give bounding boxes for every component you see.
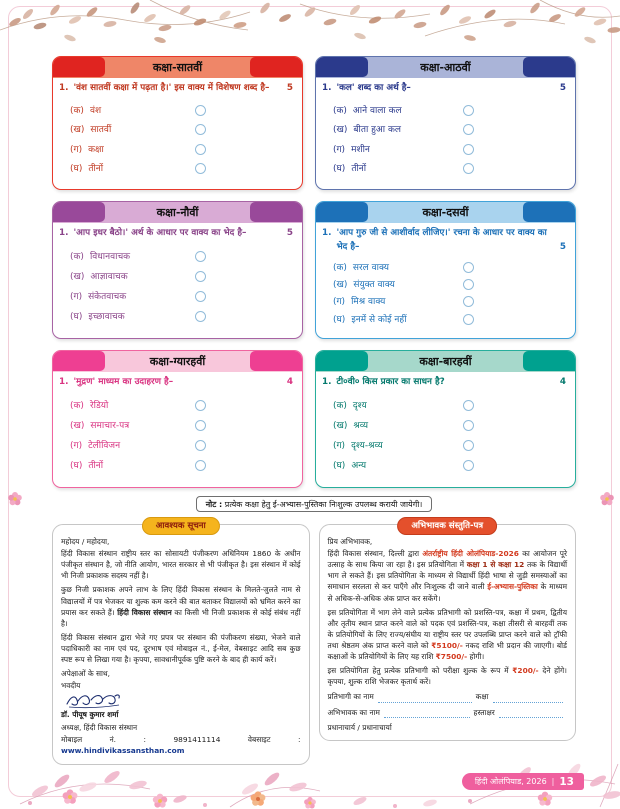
- option-row: [333, 401, 566, 412]
- signature-label: हस्ताक्षर: [473, 707, 495, 717]
- option-row: [70, 292, 293, 303]
- option-text: रेडियो: [89, 400, 109, 411]
- question-text: 'आप गुरु जी से आशीर्वाद लीजिए।' रचना के आधार पर वाक्य का भेद है–: [336, 228, 547, 252]
- question-number: 1.: [59, 377, 69, 387]
- question-text: 'कल' शब्द का अर्थ है–: [336, 83, 411, 93]
- option-text: दृश्य-श्रव्य: [351, 440, 383, 451]
- option-label: (घ): [332, 460, 346, 471]
- option-row: [333, 145, 566, 156]
- option-radio[interactable]: [195, 460, 206, 471]
- option-text: तीनों: [351, 163, 367, 174]
- note-label: नोट :: [205, 499, 223, 509]
- option-text: समाचार-पत्र: [90, 420, 130, 431]
- participant-name-label: प्रतिभागी का नाम: [327, 692, 374, 702]
- guardian-name-field[interactable]: [384, 711, 470, 718]
- prize-amount: ₹7500/-: [435, 652, 468, 662]
- notice-box: [52, 520, 310, 765]
- flowers: [28, 789, 552, 808]
- option-radio[interactable]: [195, 420, 206, 431]
- option-label: (ख): [332, 420, 348, 431]
- option-radio[interactable]: [463, 163, 474, 174]
- option-text: विधानवाचक: [89, 251, 131, 262]
- option-row: [333, 441, 566, 452]
- option-label: (घ): [70, 163, 83, 174]
- option-radio[interactable]: [195, 271, 206, 282]
- option-label: (घ): [332, 314, 346, 325]
- participant-name-field[interactable]: [378, 696, 472, 703]
- option-radio[interactable]: [463, 124, 474, 135]
- option-row: [70, 164, 293, 175]
- option-row: [333, 297, 566, 308]
- option-label: (ख): [70, 271, 85, 282]
- olympiad-name: अंतर्राष्ट्रीय हिंदी ओलंपियाड-2026: [422, 549, 519, 559]
- signature-field[interactable]: [499, 711, 563, 718]
- note-text: प्रत्येक कक्षा हेतु ई-अभ्यास-पुस्तिका निःशुल्क उपलब्ध करायी जायेगी।: [224, 499, 423, 509]
- question-number: 1.: [59, 228, 69, 238]
- question-card-class-12: [315, 350, 576, 488]
- option-text: बीता हुआ कल: [353, 125, 402, 136]
- workbook-name: ई-अभ्यास-पुस्तिका: [487, 582, 538, 592]
- option-radio[interactable]: [463, 296, 474, 307]
- option-text: मशीन: [351, 144, 370, 155]
- option-row: [333, 461, 566, 472]
- guardian-name-label: अभिभावक का नाम: [327, 707, 380, 717]
- org-name-bold: हिंदी विकास संस्थान: [117, 607, 172, 617]
- question-number: 1.: [59, 83, 69, 93]
- option-row: [70, 461, 293, 472]
- question-marks: 5: [559, 83, 566, 93]
- option-text: दृश्य: [352, 400, 367, 411]
- option-label: (घ): [70, 460, 83, 471]
- option-label: (घ): [70, 311, 83, 322]
- notice-regards: भवदीय: [61, 681, 81, 691]
- option-text: आने वाला कल: [352, 106, 402, 117]
- option-row: [70, 145, 293, 156]
- option-label: (क): [332, 400, 347, 411]
- note-bar: [196, 496, 433, 512]
- option-label: (क): [332, 106, 347, 117]
- question-card-class-8: [315, 56, 576, 190]
- option-row: [70, 125, 293, 136]
- option-label: (ग): [70, 144, 83, 155]
- footer-separator: |: [551, 777, 555, 786]
- option-radio[interactable]: [463, 314, 474, 325]
- principal-label: प्रधानाचार्य / प्रधानाचार्या: [327, 722, 392, 732]
- option-label: (क): [70, 400, 84, 411]
- consent-salutation: प्रिय अभिभावक,: [327, 537, 373, 546]
- question-card-class-10: [315, 201, 576, 339]
- card-header: [53, 202, 302, 223]
- page-number: 13: [559, 775, 574, 788]
- option-text: इच्छावाचक: [88, 311, 125, 322]
- card-header: [53, 57, 302, 78]
- option-text: मिश्र वाक्य: [351, 297, 386, 308]
- footer-title: हिंदी ओलंपियाड, 2026: [474, 777, 547, 786]
- option-radio[interactable]: [463, 440, 474, 451]
- signer-name: डॉ. पीयूष कुमार शर्मा: [61, 710, 119, 720]
- question-marks: 5: [559, 241, 566, 252]
- card-title: कक्षा-ग्यारहवीं: [149, 355, 206, 368]
- option-label: (ग): [332, 297, 346, 308]
- option-label: (ख): [70, 420, 85, 431]
- option-row: [70, 312, 293, 323]
- option-row: [70, 441, 293, 452]
- class-field[interactable]: [493, 696, 563, 703]
- signature: [65, 692, 123, 709]
- notice-paragraph: हिंदी विकास संस्थान राष्ट्रीय स्तर का सोसायटी पंजीकरण अधिनियम 1860 के अधीन पंजीकृत संस्थान है, जो नीति आयोग, भारत सरकार से भी पंजीकृत है। इस संस्थान में कोई भी निजी प्रकाशक सदस्य नहीं है।: [61, 549, 301, 581]
- notice-header: आवश्यक सूचना: [142, 517, 220, 535]
- card-header: [316, 202, 575, 223]
- option-radio[interactable]: [195, 311, 206, 322]
- option-row: [333, 263, 566, 274]
- fee-amount: ₹200/-: [512, 666, 539, 676]
- question-card-class-11: [52, 350, 303, 488]
- option-label: (क): [332, 262, 347, 273]
- question-text: 'आप इधर बैठो।' अर्थ के आधार पर वाक्य का भेद है–: [73, 228, 247, 238]
- page-footer-ribbon: [462, 773, 584, 790]
- option-text: तीनों: [88, 163, 104, 174]
- option-text: तीनों: [88, 460, 104, 471]
- card-header: [316, 57, 575, 78]
- card-header: [53, 351, 302, 372]
- option-radio[interactable]: [195, 251, 206, 262]
- option-text: संकेतवाचक: [88, 291, 127, 302]
- option-radio[interactable]: [195, 291, 206, 302]
- notice-salutation: महोदय / महोदया,: [61, 537, 110, 546]
- option-radio[interactable]: [463, 400, 474, 411]
- class-label: कक्षा: [475, 692, 489, 702]
- card-header: [316, 351, 575, 372]
- mobile-number: 9891411114: [173, 734, 221, 744]
- option-row: [333, 106, 566, 117]
- option-text: वंश: [89, 106, 102, 117]
- question-text: टी०वी० किस प्रकार का साधन है?: [336, 377, 445, 387]
- option-label: (ग): [332, 144, 346, 155]
- consent-box: [319, 520, 577, 741]
- card-title: कक्षा-सातवीं: [152, 61, 203, 74]
- option-radio[interactable]: [195, 144, 206, 155]
- option-text: इनमें से कोई नहीं: [351, 314, 407, 325]
- option-label: (ग): [332, 440, 346, 451]
- option-radio[interactable]: [463, 144, 474, 155]
- consent-paragraph: हिंदी विकास संस्थान, दिल्ली द्वारा अंतर्राष्ट्रीय हिंदी ओलंपियाड-2026 का आयोजन पूरे उत्साह के साथ किया जा रहा है। इस प्रतियोगिता में कक्षा 1 से कक्षा 12 तक के विद्यार्थी भाग ले सकते हैं। इस प्रतियोगिता के माध्यम से विद्यार्थी हिंदी भाषा से जुड़ी समस्याओं का समाधान सरलता से कर पाएँगे और निःशुल्क दी जाने वाली ई-अभ्यास-पुस्तिका के माध्यम से अधिक-से-अधिक अंक प्राप्त कर सकेंगे।: [327, 549, 568, 603]
- option-row: [333, 315, 566, 326]
- card-title: कक्षा-दसवीं: [422, 206, 469, 219]
- prize-amount: ₹5100/-: [431, 640, 463, 650]
- option-row: [70, 106, 293, 117]
- question-card-class-9: [52, 201, 303, 339]
- option-row: [70, 401, 293, 412]
- question-marks: 4: [559, 377, 566, 387]
- option-radio[interactable]: [463, 420, 474, 431]
- option-text: टेलीविजन: [88, 440, 121, 451]
- form-row: [328, 691, 568, 702]
- question-text: 'वंश सातवीं कक्षा में पढ़ता है।' इस वाक्य में विशेषण शब्द है–: [73, 83, 270, 93]
- option-row: [70, 421, 293, 432]
- option-radio[interactable]: [195, 400, 206, 411]
- option-text: संयुक्त वाक्य: [353, 280, 395, 291]
- card-title: कक्षा-आठवीं: [420, 61, 471, 74]
- contact-line: मोबाइल नं. : 9891411114 वेबसाइट : www.hindivikassansthan.com: [61, 734, 301, 755]
- option-radio[interactable]: [195, 440, 206, 451]
- question-marks: 4: [286, 377, 293, 387]
- option-radio[interactable]: [463, 279, 474, 290]
- question-card-class-7: [52, 56, 303, 190]
- question-number: 1.: [321, 228, 332, 238]
- option-label: (ख): [332, 280, 348, 291]
- card-title: कक्षा-नौवीं: [156, 206, 199, 219]
- question-marks: 5: [286, 228, 293, 238]
- form-row: [328, 707, 568, 718]
- option-radio[interactable]: [195, 163, 206, 174]
- option-radio[interactable]: [195, 105, 206, 116]
- consent-header: अभिभावक संस्तुति-पत्र: [397, 517, 497, 535]
- option-radio[interactable]: [463, 262, 474, 273]
- option-text: आज्ञावाचक: [90, 271, 128, 282]
- option-row: [333, 164, 566, 175]
- question-text: 'मुद्रण' माध्यम का उदाहरण है–: [73, 377, 174, 387]
- option-radio[interactable]: [463, 105, 474, 116]
- consent-paragraph: इस प्रतियोगिता हेतु प्रत्येक प्रतिभागी को परीक्षा शुल्क के रूप में ₹200/- देने होंगे। कृपया, शुल्क राशि भेजकर कृतार्थ करें।: [327, 666, 567, 687]
- option-label: (क): [70, 251, 84, 262]
- consent-paragraph: इस प्रतियोगिता में भाग लेने वाले प्रत्येक प्रतिभागी को प्रशस्ति-पत्र, कक्षा में प्रथम, द्वितीय और तृतीय स्थान प्राप्त करने वाले को पदक एवं प्रशस्ति-पत्र, कक्षा तीसरी से बारहवीं तक के प्रतियोगियों के लिए राज्य/संघीय या राष्ट्रीय स्तर पर उपलब्धि प्राप्त करने वाले को ट्रॉफी तथा श्रेष्ठतम अंक प्राप्त करने वाले को ₹5100/- नकद राशि भी प्रदान की जाएगी। बोर्ड कक्षाओं के प्रतियोगियों के लिए यह राशि ₹7500/- होगी।: [327, 607, 567, 662]
- notice-closing: अपेक्षाओं के साथ,: [61, 669, 110, 679]
- option-label: (क): [70, 106, 84, 117]
- option-label: (ग): [70, 291, 83, 302]
- notice-paragraph: कुछ निजी प्रकाशक अपने लाभ के लिए हिंदी विकास संस्थान के मिलते-जुलते नाम से विद्यालयों में पत्र भेजकर या शुल्क कम करने की बात बताकर विद्यालयों को भ्रमित करने का प्रयास कर सकते हैं। हिंदी विकास संस्थान का किसी भी निजी प्रकाशक से कोई संबंध नहीं है।: [61, 585, 301, 628]
- option-radio[interactable]: [463, 460, 474, 471]
- website-link[interactable]: www.hindivikassansthan.com: [61, 745, 185, 755]
- option-label: (घ): [332, 163, 346, 174]
- option-row: [70, 272, 293, 283]
- form-row: [328, 722, 568, 733]
- option-row: [333, 280, 566, 291]
- option-row: [70, 252, 293, 263]
- signer-title: अध्यक्ष, हिंदी विकास संस्थान: [61, 722, 138, 732]
- question-marks: 5: [286, 83, 293, 93]
- card-title: कक्षा-बारहवीं: [419, 355, 472, 368]
- notice-paragraph: हिंदी विकास संस्थान द्वारा भेजे गए प्रपत्र पर संस्थान की पंजीकरण संख्या, भेजने वाले पदाधिकारी का नाम एवं पद, दूरभाष एवं मोबाइल नं., ई-मेल, वेबसाइट आदि सब कुछ स्पष्ट रूप से लिखा गया है। कृपया, सावधानीपूर्वक पुष्टि करने के बाद ही कार्य करें।: [61, 632, 301, 665]
- option-label: (ख): [70, 125, 85, 136]
- question-number: 1.: [321, 377, 332, 387]
- class-range: कक्षा 1 से कक्षा 12: [466, 560, 525, 570]
- option-text: श्रव्य: [353, 420, 369, 431]
- option-label: (ख): [332, 125, 348, 136]
- question-number: 1.: [321, 83, 332, 93]
- question-cards-grid: [52, 56, 576, 488]
- option-row: [333, 125, 566, 136]
- option-radio[interactable]: [195, 124, 206, 135]
- option-text: अन्य: [351, 460, 367, 471]
- option-text: कक्षा: [88, 144, 104, 155]
- option-text: सातवीं: [90, 125, 112, 136]
- option-label: (ग): [70, 440, 83, 451]
- option-row: [333, 421, 566, 432]
- option-text: सरल वाक्य: [352, 262, 390, 273]
